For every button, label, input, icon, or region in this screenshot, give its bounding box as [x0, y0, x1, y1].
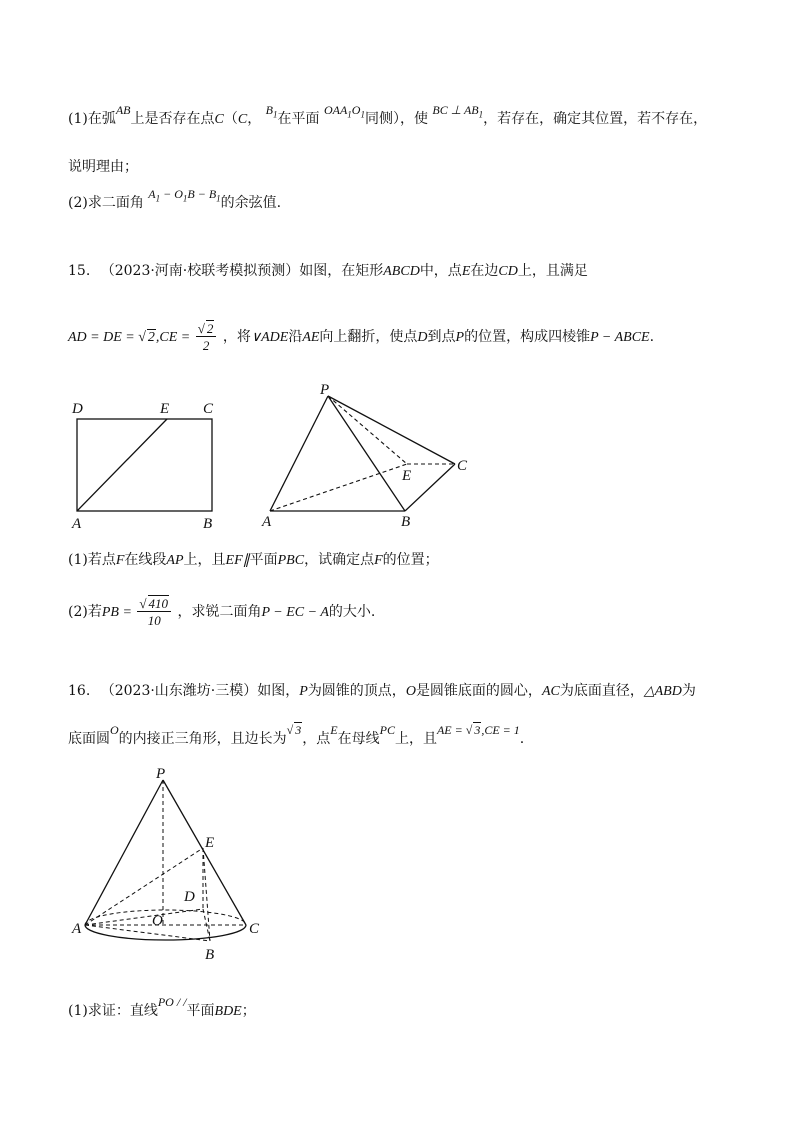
text: (1)求证：直线: [68, 1003, 158, 1019]
text: 向上翻折，使点: [319, 329, 418, 345]
generatrix-pc: [163, 780, 246, 925]
rectangle-figure: [60, 395, 230, 535]
text: .: [519, 731, 525, 747]
math: AE: [302, 330, 320, 345]
text: 上是否存在点: [130, 111, 215, 127]
text: 的内接正三角形，且边长为: [118, 731, 287, 747]
fraction: $\frac{√ 410}{10}$: [137, 597, 171, 627]
question-number: 16.: [68, 683, 91, 699]
fraction: $\frac{√ 2}{2}$: [196, 322, 217, 352]
math: △ABD: [643, 684, 682, 699]
math: AE = √ 3,CE = 1: [436, 723, 520, 737]
q14-part1-line1: [68, 103, 708, 128]
text: 上，且: [183, 552, 226, 568]
text: (1)在弧: [68, 111, 116, 127]
math: 2: [147, 330, 155, 345]
label-b: B: [203, 516, 213, 532]
segment-ae: [77, 419, 167, 511]
base-back-arc: [85, 910, 246, 925]
text: 中，点: [419, 263, 462, 279]
cone-figure: [68, 765, 268, 970]
label-a: A: [262, 514, 272, 530]
math: PC: [379, 723, 395, 737]
text: 底面圆: [68, 731, 110, 747]
math: F: [374, 553, 383, 568]
text: （2023·河南·校联考模拟预测）如图，在矩形: [100, 263, 384, 279]
label-p: P: [320, 382, 330, 398]
math: EF: [225, 553, 243, 568]
text: ，求锐二面角: [177, 604, 262, 620]
q15-condition: AD = DE = √ 2,CE = $\frac{√ 2}{2}$ ，将∨ADE沿AE向上翻折，使点D到点P的位置，构成四棱锥P − ABCE.: [68, 321, 655, 353]
text: 为: [681, 683, 696, 699]
base-front-arc: [85, 925, 246, 940]
math: O: [405, 684, 416, 699]
text: 在母线: [337, 731, 380, 747]
point-label: C: [214, 112, 224, 127]
text: (2)若: [68, 604, 102, 620]
generatrix-pa: [85, 780, 163, 925]
text: 为圆锥的顶点，: [307, 683, 406, 699]
text: 是圆锥底面的圆心，: [415, 683, 542, 699]
math: BDE: [214, 1004, 242, 1019]
label-o: O: [152, 913, 163, 929]
b1-label: $B_1$: [265, 103, 278, 120]
math: ∥: [242, 553, 250, 568]
edge-pb: [328, 396, 405, 511]
edge-pe: [328, 396, 407, 464]
math: D: [417, 330, 428, 345]
arc-label: AB: [115, 103, 131, 117]
q14-part2: [68, 187, 282, 212]
rectangle-abcd: [77, 419, 212, 511]
segment-ab: [85, 925, 210, 941]
q15-part1: [68, 553, 439, 568]
label-c: C: [203, 401, 214, 417]
text: ，将: [222, 329, 251, 345]
math: AD = DE =: [68, 330, 139, 345]
q15-part2: [68, 597, 375, 627]
text: 同侧），使: [364, 111, 428, 127]
perp-label: BC ⊥ $AB_1$: [432, 103, 484, 120]
text: 在线段: [124, 552, 167, 568]
text: 的大小.: [328, 604, 376, 620]
plane-label: $OAA_1O_1$: [323, 103, 365, 120]
text: 在平面: [277, 111, 320, 127]
label-a: A: [72, 516, 82, 532]
math: O: [110, 723, 119, 737]
label-d: D: [72, 401, 83, 417]
text: 平面: [249, 552, 278, 568]
text: 的余弦值.: [220, 195, 282, 211]
math: ∨ADE: [250, 330, 289, 345]
label-b: B: [401, 514, 411, 530]
dihedral-angle: $A_1 - O_1B - B_1$: [148, 187, 221, 204]
math: PB =: [101, 605, 136, 620]
text: ，若存在，确定其位置，若不存在，: [483, 111, 708, 127]
label-e: E: [205, 835, 215, 851]
math: CD: [498, 264, 518, 279]
label-p: P: [156, 766, 166, 782]
math: P − ABCE: [590, 330, 650, 345]
point-label: C: [237, 112, 248, 127]
text: ，点: [302, 731, 331, 747]
question-number: 15.: [68, 263, 91, 279]
text: (1)若点: [68, 552, 116, 568]
text: （: [223, 111, 238, 127]
q14-part1-line2: 说明理由；: [68, 159, 138, 175]
math: P: [299, 684, 308, 699]
label-a: A: [72, 921, 82, 937]
math: P − EC − A: [261, 605, 329, 620]
q16-header: [68, 684, 696, 699]
text: (2)求二面角: [68, 195, 144, 211]
segment-ad: [85, 909, 203, 925]
text: ，: [247, 111, 262, 127]
label-e: E: [160, 401, 170, 417]
edge-bc: [405, 464, 455, 511]
label-e: E: [402, 468, 412, 484]
math: AP: [166, 553, 184, 568]
label-b: B: [205, 947, 215, 963]
pyramid-figure: [258, 380, 478, 530]
text: ；: [241, 1003, 256, 1019]
math: ABCD: [383, 264, 420, 279]
q16-line2: 底面圆O的内接正三角形，且边长为√ 3，点E在母线PC上，且AE = √ 3,CE = 1.: [68, 723, 525, 747]
segment-ae: [85, 848, 203, 925]
label-d: D: [184, 889, 195, 905]
text: 的位置，构成四棱锥: [464, 329, 591, 345]
math: PBC: [277, 553, 305, 568]
text: （2023·山东潍坊·三模）如图，: [100, 683, 300, 699]
q15-header: [68, 264, 588, 279]
text: 为底面直径，: [559, 683, 644, 699]
q16-part1: [68, 995, 256, 1019]
text: ，试确定点: [304, 552, 375, 568]
segment-eb: [203, 848, 210, 941]
text: 沿: [288, 329, 303, 345]
text: 在边: [470, 263, 499, 279]
text: 上，且满足: [517, 263, 588, 279]
text: 上，且: [394, 731, 437, 747]
text: 到点: [427, 329, 456, 345]
math: P: [455, 330, 465, 345]
math: F: [115, 553, 125, 568]
text: .: [649, 329, 655, 345]
edge-pc: [328, 396, 455, 464]
label-c: C: [249, 921, 260, 937]
math: PO / /: [157, 995, 187, 1009]
math: E: [461, 264, 471, 279]
text: 平面: [186, 1003, 215, 1019]
math: E: [330, 723, 338, 737]
math: ,CE =: [155, 330, 194, 345]
math: AC: [541, 684, 560, 699]
label-c: C: [457, 458, 468, 474]
text: 的位置；: [382, 552, 439, 568]
